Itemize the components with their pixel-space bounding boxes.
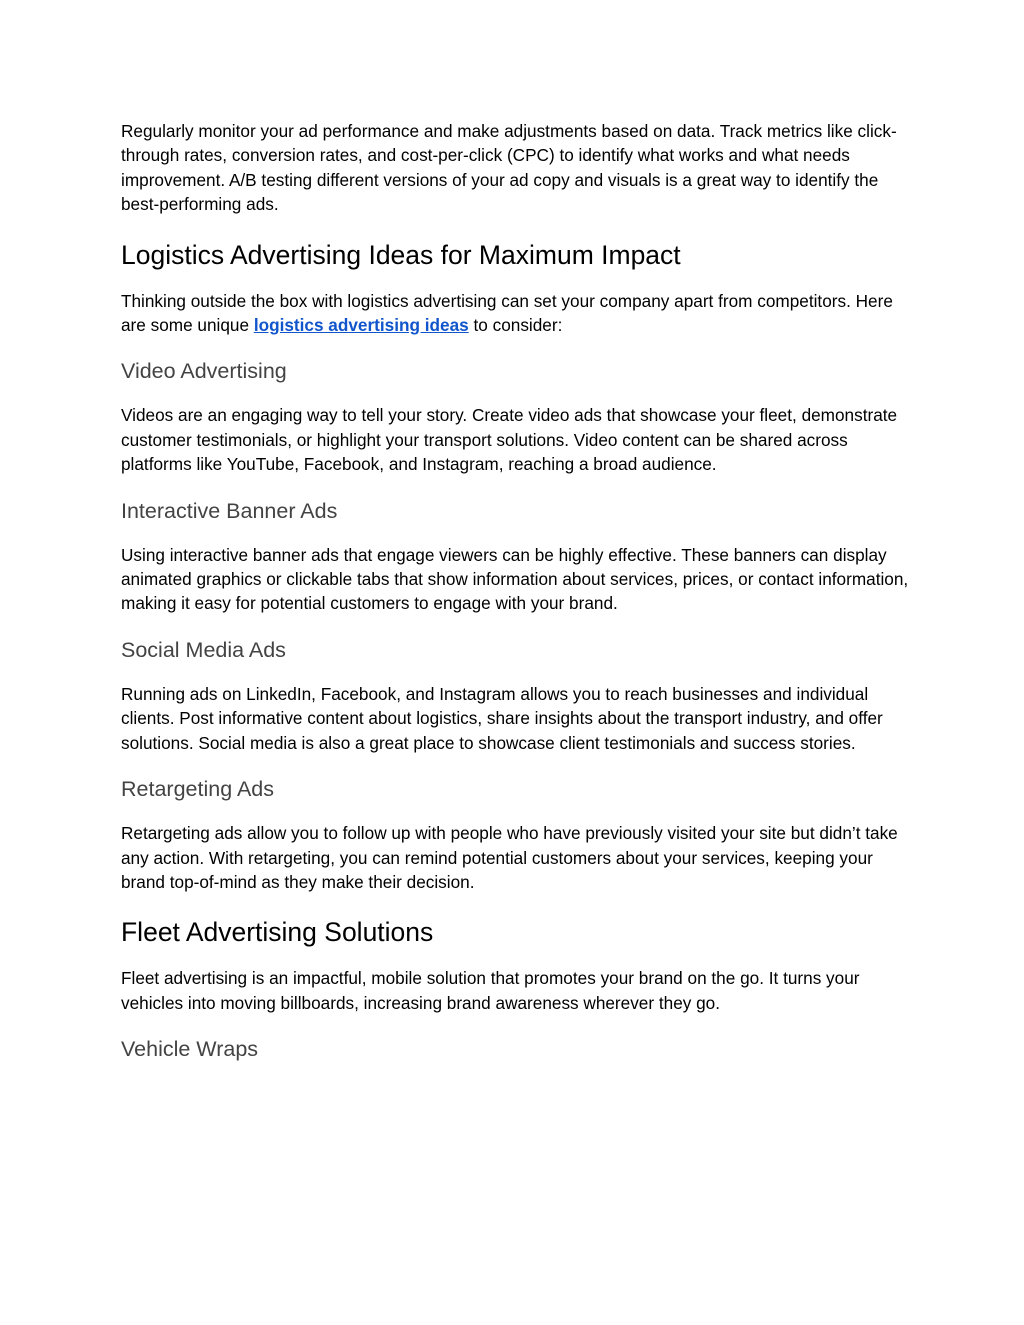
heading-vehicle-wraps: Vehicle Wraps xyxy=(121,1037,259,1062)
document-page xyxy=(121,119,911,1063)
paragraph-retargeting: Retargeting ads allow you to follow up with people who have previously visited your site but didn’t take any action. With retargeting, you can remind potential customers about your services, keeping your brand top-of-mind as they make their decision. xyxy=(121,823,898,892)
ideas-intro-text-after: to consider: xyxy=(468,315,563,336)
heading-interactive-banner-ads: Interactive Banner Ads xyxy=(121,498,338,523)
paragraph-social: Running ads on LinkedIn, Facebook, and Instagram allows you to reach businesses and individual clients. Post informative content about logistics, share insights about the transport industry, and offer solutions. Social media is also a great place to showcase client testimonials and success stories. xyxy=(121,683,883,753)
paragraph-ab-testing: Regularly monitor your ad performance and make adjustments based on data. Track metrics like click-through rates, conversion rates, and cost-per-click (CPC) to identify what works and what needs improvement. A/B testing different versions of your ad copy and visuals is a great way to identify the best-performing ads. xyxy=(121,121,897,215)
paragraph-video: Videos are an engaging way to tell your story. Create video ads that showcase your fleet, demonstrate customer testimonials, or highlight your transport solutions. Video content can be shared across platforms like YouTube, Facebook, and Instagram, reaching a broad audience. xyxy=(121,405,898,475)
heading-retargeting-ads: Retargeting Ads xyxy=(121,777,274,802)
heading-video-advertising: Video Advertising xyxy=(121,359,287,384)
logistics-advertising-ideas-link[interactable]: logistics advertising ideas xyxy=(253,315,469,336)
paragraph-fleet: Fleet advertising is an impactful, mobile solution that promotes your brand on the go. It turns your vehicles into moving billboards, increasing brand awareness wherever they go. xyxy=(121,968,860,1013)
heading-social-media-ads: Social Media Ads xyxy=(121,637,286,662)
heading-logistics-advertising-ideas: Logistics Advertising Ideas for Maximum Impact xyxy=(121,239,681,270)
heading-fleet-advertising-solutions: Fleet Advertising Solutions xyxy=(121,917,434,948)
paragraph-banner: Using interactive banner ads that engage viewers can be highly effective. These banners can display animated graphics or clickable tabs that show information about services, prices, or contact information, making it easy for potential customers to engage with your brand. xyxy=(121,544,909,614)
ideas-intro-text-before: Thinking outside the box with logistics advertising can set your company apart from competitors. Here are some unique xyxy=(121,290,893,336)
paragraph-ideas-intro xyxy=(121,289,911,338)
